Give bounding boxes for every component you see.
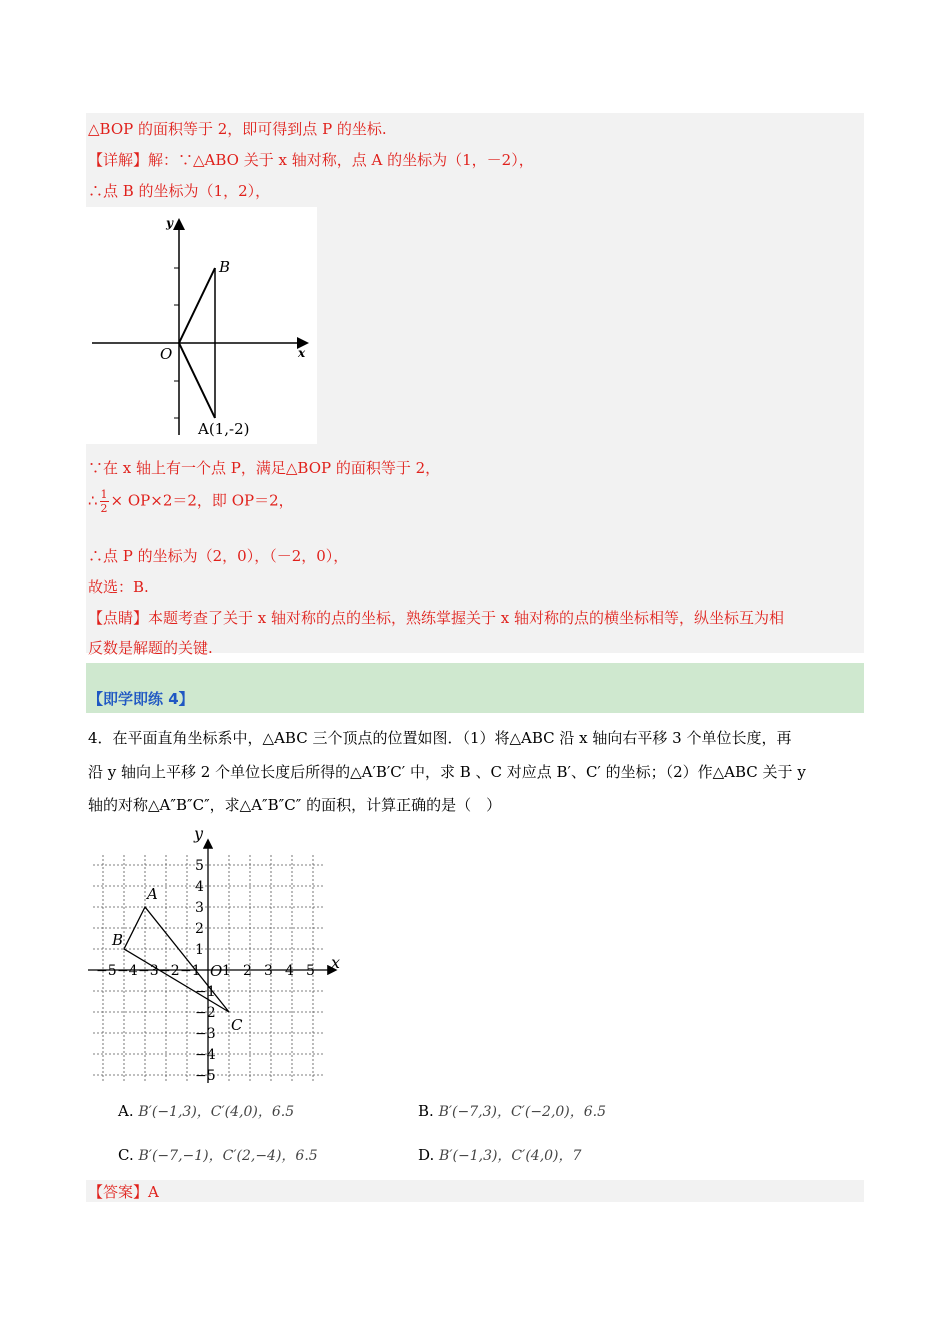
y-tick-label: −5 [195,1068,216,1083]
y-tick-label: 4 [195,879,204,895]
label-origin: O [160,345,173,363]
coordinate-grid [86,823,356,1083]
question-line-2: 沿 y 轴向上平移 2 个单位长度后所得的△A′B′C′ 中，求 B 、C 对应点 B′、C′ 的坐标；（2）作△ABC 关于 y [88,763,806,781]
detail-tag: 【详解】 [88,151,149,169]
y-tick-label: 1 [195,942,204,958]
comment-tag: 【点睛】 [88,609,149,627]
point-label-c: C [231,1016,243,1034]
question-line-3: 轴的对称△A″B″C″，求△A″B″C″ 的面积，计算正确的是（ ） [88,796,502,814]
fraction-half: $\frac{1}{2}$ [100,488,108,515]
practice-title: 【即学即练 4】 [88,690,194,708]
y-tick-label: −3 [195,1026,216,1042]
solution-line-1: △BOP 的面积等于 2，即可得到点 P 的坐标. [88,120,387,138]
question-figure [86,823,356,1083]
point-label-a: A [147,885,158,903]
x-tick-label: −2 [159,963,180,979]
solution-line-2 [88,149,534,170]
x-tick-label: 4 [285,963,294,979]
origin-label: O [210,962,223,980]
detail-text: 解：∵△ABO 关于 x 轴对称，点 A 的坐标为（1，－2）， [148,151,534,169]
option-d[interactable]: D. B′(−1,3)，C′(4,0)，7 [418,1146,582,1164]
solution-line-6: ∴点 P 的坐标为（2，0），（－2，0）， [88,547,349,565]
option-a[interactable]: A. B′(−1,3)，C′(4,0)，6.5 [118,1102,295,1120]
solution-line-8: 【点睛】本题考查了关于 x 轴对称的点的坐标，熟练掌握关于 x 轴对称的点的横坐标相等，纵坐标互为相 [88,609,785,627]
axis-label-y: y [194,824,204,843]
solution-figure-svg [86,207,317,444]
solution-line-3: ∴点 B 的坐标为（1，2）， [88,182,271,200]
answer-text: 【答案】A [88,1183,159,1201]
y-tick-label: −4 [195,1047,216,1063]
x-tick-label: 2 [243,963,252,979]
solution-line-9: 反数是解题的关键. [88,639,213,657]
practice-header [86,663,864,713]
x-tick-label: −5 [96,963,117,979]
label-x: x [298,346,306,360]
x-tick-label: −1 [180,963,201,979]
solution-line-7: 故选：B. [88,578,149,596]
x-tick-label: −4 [117,963,138,979]
x-tick-label: −3 [138,963,159,979]
x-tick-label: 3 [264,963,273,979]
label-y: y [166,216,173,230]
x-tick-label: 5 [306,963,315,979]
question-line-1: 4．在平面直角坐标系中，△ABC 三个顶点的位置如图．（1）将△ABC 沿 x 轴向右平移 3 个单位长度，再 [88,729,792,747]
solution-figure [86,207,317,444]
y-tick-label: −1 [195,984,216,1000]
solution-line-4: ∵在 x 轴上有一个点 P，满足△BOP 的面积等于 2， [88,459,441,477]
label-a: A(1,-2) [198,420,250,438]
y-tick-label: 5 [195,858,204,874]
answer-bar [86,1180,864,1202]
y-tick-label: 3 [195,900,204,916]
option-b[interactable]: B. B′(−7,3)，C′(−2,0)，6.5 [418,1102,607,1120]
option-c[interactable]: C. B′(−7,−1)，C′(2,−4)，6.5 [118,1146,318,1164]
x-tick-label: 1 [222,963,231,979]
y-tick-label: −2 [195,1005,216,1021]
axis-label-x: x [331,953,341,972]
solution-line-5: ∴ $\frac{1}{2}$ × OP×2＝2，即 OP＝2， [88,488,294,515]
point-label-b: B [112,931,124,949]
y-tick-label: 2 [195,921,204,937]
label-b: B [219,258,231,276]
